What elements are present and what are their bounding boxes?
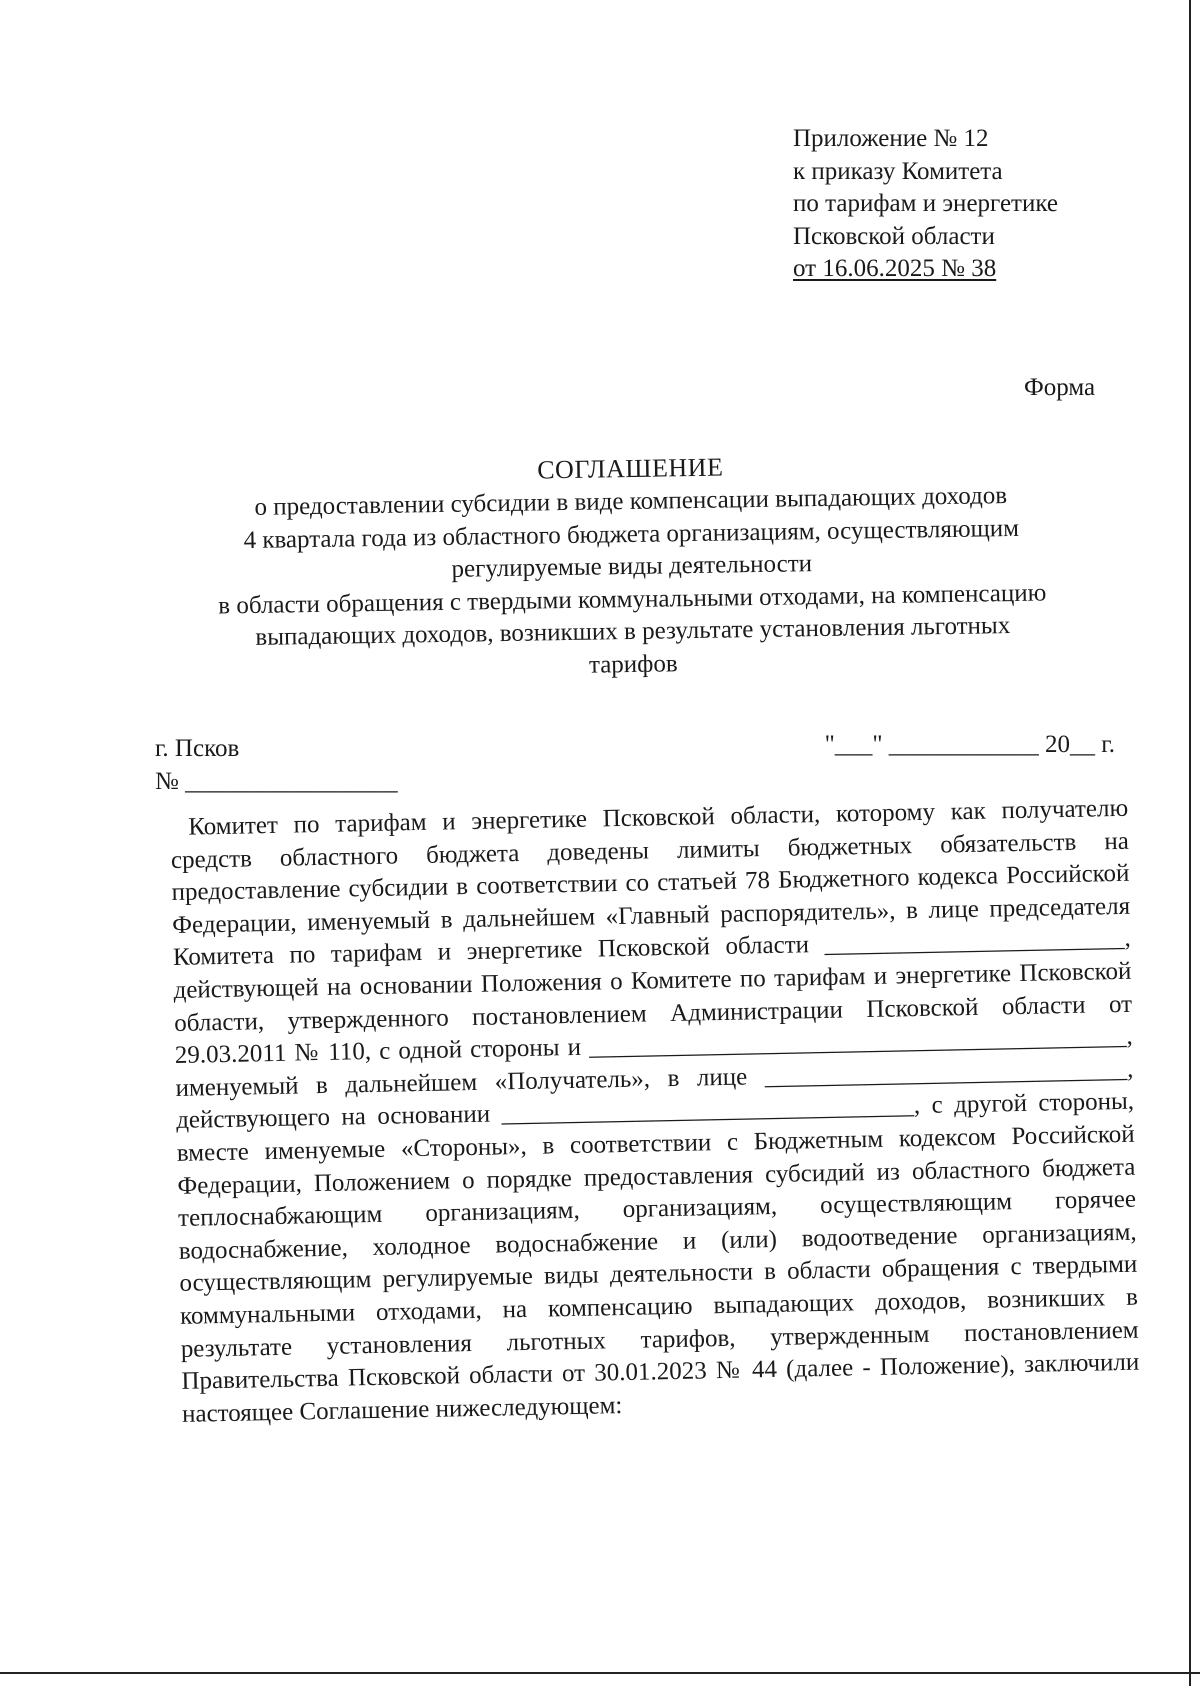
scan-frame-bottom-border [0,1672,1200,1674]
agreement-subtitle-line: регулируемые виды деятельности [451,550,813,583]
appendix-order-date: от 16.06.2025 № 38 [793,255,997,282]
appendix-region: Псковской области [793,222,995,250]
agreement-number-blank: № _________________ [155,768,398,795]
appendix-order-ref: к приказу Комитета [793,157,1003,185]
agreement-subtitle-line: о предоставлении субсидии в виде компенсации выпадающих доходов [254,482,1008,521]
appendix-number: Приложение № 12 [793,125,989,152]
date-blank-field: "___" ____________ 20__ г. [824,731,1115,758]
appendix-committee: по тарифам и энергетике [793,190,1058,217]
agreement-subtitle-line: выпадающих доходов, возникших в результате установления льготных [255,612,1011,651]
preamble-paragraph: Комитет по тарифам и энергетике Псковской области, которому как получателю средств областного бюджета доведены лимиты бюджетных обязательств на предоставление субсидии в соответствии со статьей 78 Бюджетного кодекса Российской Федерации, именуемый в дальнейшем «Главный распорядитель», в лице председателя Комитета по тарифам и энергетике Псковской области ________________________, действующей на основании Положения о Комитете по тарифам и энергетике Псковской области, утвержденного постановлением Администрации Псковской области от 29.03.2011 № 110, с одной стороны и ___________________________________________, именуемый в дальнейшем «Получатель», в лице _____________________________, действующего на основании _________________________________, с другой стороны, вместе именуемые «Стороны», в соответствии с Бюджетным кодексом Российской Федерации, Положением о порядке предоставления субсидий из областного бюджета теплоснабжающим организациям, организациям, осуществляющим горячее водоснабжение, холодное водоснабжение и (или) водоотведение организациям, осуществляющим регулируемые виды деятельности в области обращения с твердыми коммунальными отходами, на компенсацию выпадающих доходов, возникших в результате установления льготных тарифов, утвержденным постановлением Правительства Псковской области от 30.01.2023 № 44 (далее - Положение), заключили настоящее Соглашение нижеследующем: [170,794,1140,1428]
agreement-subtitle-line: в области обращения с твердыми коммунальными отходами, на компенсацию [218,578,1047,619]
city-name: г. Псков [155,735,240,762]
agreement-title-block [140,444,1123,688]
agreement-subtitle-line: тарифов [588,649,678,679]
agreement-heading: СОГЛАШЕНИЕ [536,452,724,485]
form-label: Форма [1024,374,1096,401]
scan-frame-right-border [1189,0,1191,1686]
agreement-subtitle-line: 4 квартала года из областного бюджета организациям, осуществляющим [243,514,1020,554]
appendix-reference [793,123,1058,286]
